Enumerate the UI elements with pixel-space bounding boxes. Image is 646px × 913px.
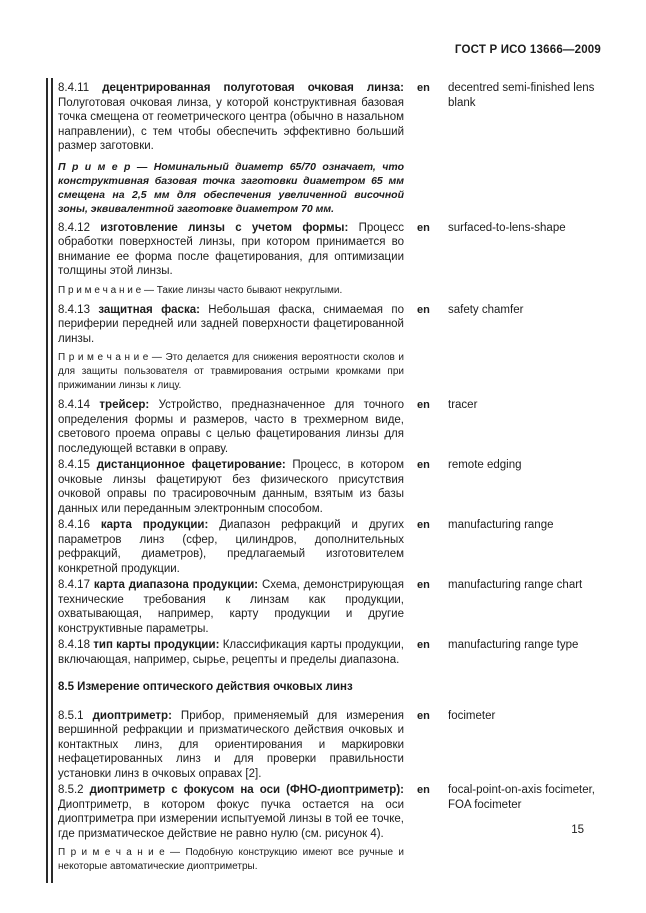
note-row bbox=[58, 846, 620, 874]
entry-text-ru bbox=[58, 81, 404, 154]
page-number: 15 bbox=[571, 824, 584, 836]
entry-text-ru bbox=[58, 638, 404, 667]
section-heading-row bbox=[58, 680, 620, 695]
entry-term-ru: трейсер: bbox=[99, 399, 150, 411]
entry-number: 8.4.16 bbox=[58, 519, 90, 531]
entry-term-en: surfaced-to-lens-shape bbox=[448, 221, 566, 234]
entry-term-ru: дистанционное фацетирование: bbox=[96, 459, 286, 471]
lang-label: en bbox=[417, 639, 430, 651]
entry-number: 8.4.15 bbox=[58, 459, 90, 471]
definition-row bbox=[58, 709, 620, 782]
note-text: П р и м е ч а н и е — Подобную конструкцию имеют все ручные и некоторые автоматические диоптриметры. bbox=[58, 847, 404, 872]
entry-term-en: remote edging bbox=[448, 459, 522, 471]
entry-definition-ru: Схема, демонстрирующая технические требования к линзам как продукции, охватывающая, например, карту продукции и другие конструктивные параметры. bbox=[58, 579, 404, 635]
definition-row bbox=[58, 303, 620, 347]
entry-term-ru: диоптриметр с фокусом на оси (ФНО-диоптриметр): bbox=[89, 784, 404, 796]
entry-number: 8.4.12 bbox=[58, 221, 90, 234]
definition-list bbox=[58, 81, 620, 874]
entry-term-ru: диоптриметр: bbox=[92, 709, 172, 722]
entry-text-ru bbox=[58, 783, 404, 841]
definition-row bbox=[58, 783, 620, 841]
entry-term-ru: карта продукции: bbox=[100, 519, 209, 531]
entry-term-en: decentred semi-finished lens blank bbox=[448, 82, 595, 109]
entry-term-en: tracer bbox=[448, 399, 478, 411]
entry-definition-ru: Прибор, применяемый для измерения вершинной рефракции и призматического действия очковых и контактных линз, для ориентирования и маркировки нефацетированных линз и для проверки правильности установки линз в очковых оправах [2]. bbox=[58, 709, 404, 780]
entry-term-en: manufacturing range chart bbox=[448, 579, 583, 591]
entry-definition-ru: Полуготовая очковая линза, у которой конструктивная базовая точка смещена от геометрического центра (обычно в назальном направлении), с тем чтобы обеспечить эффективно больший размер заготовки. bbox=[58, 96, 404, 152]
lang-label: en bbox=[417, 221, 430, 234]
definition-row bbox=[58, 81, 620, 154]
entry-text-ru bbox=[58, 398, 404, 456]
note-text: П р и м е ч а н и е — Такие линзы часто бывают некруглыми. bbox=[58, 284, 343, 296]
entry-term-en: focimeter bbox=[448, 709, 496, 722]
entry-definition-ru: Диоптриметр, в котором фокус пучка остается на оси диоптриметра при измерении испытуемой линзы в той ее точке, где призматическое действие не равно нулю (см. рисунок 4). bbox=[58, 798, 404, 840]
lang-label: en bbox=[417, 303, 430, 316]
entry-term-ru: децентрированная полуготовая очковая линза: bbox=[102, 82, 404, 94]
entry-term-en: focal-point-on-axis focimeter, FOA focimeter bbox=[448, 784, 596, 811]
entry-number: 8.4.13 bbox=[58, 303, 90, 316]
entry-number: 8.4.11 bbox=[58, 82, 90, 94]
entry-text-ru bbox=[58, 221, 404, 279]
note-row bbox=[58, 351, 620, 393]
entry-number: 8.4.14 bbox=[58, 399, 90, 411]
entry-term-ru: изготовление линзы с учетом формы: bbox=[100, 221, 349, 234]
definition-row bbox=[58, 638, 620, 667]
note-row bbox=[58, 284, 620, 298]
entry-definition-ru: Процесс, в котором очковые линзы фацетируют без физического присутствия очковой оправы по трасировочным данным, взятым из базы данных или переданным электронным способом. bbox=[58, 459, 405, 515]
entry-definition-ru: Устройство, предназначенное для точного определения формы и размеров, часто в трехмерном виде, светового проема оправы с целью фацетирования линзы для последующей вставки в оправу. bbox=[58, 399, 405, 455]
entry-number: 8.4.18 bbox=[58, 639, 90, 651]
definition-row bbox=[58, 458, 620, 516]
entry-definition-ru: Процесс обработки поверхностей линзы, при котором принимается во внимание ее форма после фацетирования, для оптимизации толщины этой линзы. bbox=[58, 221, 404, 277]
entry-term-ru: тип карты продукции: bbox=[93, 639, 220, 651]
lang-label: en bbox=[417, 519, 430, 531]
lang-label: en bbox=[417, 579, 430, 591]
example-row bbox=[58, 160, 620, 216]
lang-label: en bbox=[417, 784, 430, 796]
definition-row bbox=[58, 518, 620, 576]
entry-term-en: safety chamfer bbox=[448, 303, 524, 316]
lang-label: en bbox=[417, 709, 430, 722]
entry-term-en: manufacturing range bbox=[448, 519, 554, 531]
entry-term-en: manufacturing range type bbox=[448, 639, 579, 651]
note-text: П р и м е ч а н и е — Это делается для снижения вероятности сколов и для защиты пользователя от травмирования острыми кромками при прижимании линзы к лицу. bbox=[58, 352, 404, 391]
entry-number: 8.5.2 bbox=[58, 784, 84, 796]
entry-text-ru bbox=[58, 518, 404, 576]
lang-label: en bbox=[417, 399, 430, 411]
entry-number: 8.5.1 bbox=[58, 709, 84, 722]
entry-text-ru bbox=[58, 709, 404, 782]
example-text: П р и м е р — Номинальный диаметр 65/70 означает, что конструктивная базовая точка заготовки диаметром 65 мм смещена на 2,5 мм для обеспечения увеличенной височной зоны, эквивалентной заготовке диаметром 70 мм. bbox=[58, 160, 404, 215]
entry-text-ru bbox=[58, 578, 404, 636]
entry-definition-ru: Классификация карты продукции, включающая, например, сырье, рецепты и пределы диапазона. bbox=[58, 639, 404, 666]
entry-term-ru: защитная фаска: bbox=[98, 303, 200, 316]
entry-text-ru bbox=[58, 458, 404, 516]
entry-definition-ru: Диапазон рефракций и других параметров линз (сфер, цилиндров, дополнительных рефракций, диаметров), предлагаемый изготовителем конкретной продукции. bbox=[58, 519, 404, 575]
entry-text-ru bbox=[58, 303, 404, 347]
definition-row bbox=[58, 221, 620, 279]
definition-row bbox=[58, 398, 620, 456]
lang-label: en bbox=[417, 459, 430, 471]
entry-definition-ru: Небольшая фаска, снимаемая по периферии передней или задней поверхности фацетированной линзы. bbox=[58, 303, 404, 345]
section-heading: 8.5 Измерение оптического действия очковых линз bbox=[58, 681, 353, 693]
document-header: ГОСТ Р ИСО 13666—2009 bbox=[454, 44, 601, 56]
lang-label: en bbox=[417, 82, 430, 94]
definition-row bbox=[58, 578, 620, 636]
entry-number: 8.4.17 bbox=[58, 579, 90, 591]
entry-term-ru: карта диапазона продукции: bbox=[93, 579, 259, 591]
page-content bbox=[46, 78, 620, 883]
